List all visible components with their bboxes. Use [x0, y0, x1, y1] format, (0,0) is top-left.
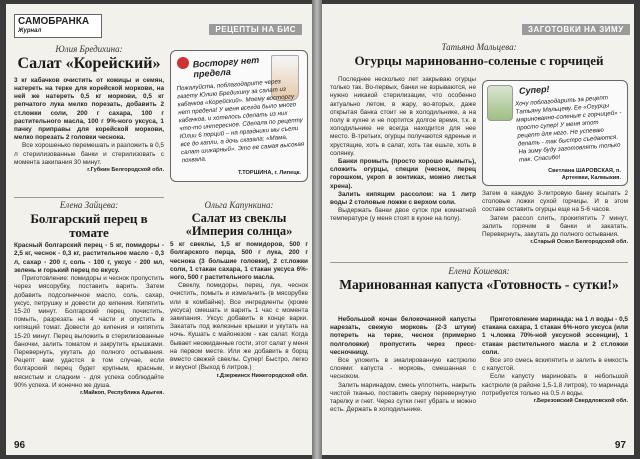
recipe-title: Болгарский перец в томате — [30, 211, 148, 240]
recipe-author: Елена Кошевая: — [448, 266, 510, 276]
pin-icon — [177, 57, 189, 69]
recipe-source: г.Старый Оскол Белгородской обл. — [530, 239, 628, 246]
recipe-text: Затем в каждую 3-литровую банку всыпать 2 столовые ложки сухой горчицы. И в этом составе оставить огурцы еще на 5-6 часов. — [482, 190, 628, 214]
recipe-title: Огурцы маринованно-соленые с горчицей — [354, 53, 604, 68]
recipe-text: Затем рассол слить, прокипятить 7 минут, залить горячим в банки и закатать. Перевернуть, закутать до полного остывания. — [482, 214, 628, 239]
recipe-cucumbers-header — [330, 42, 628, 71]
recipe-method: Приготовление: помидоры и чеснок пропустить через мясорубку, поставить варить. Затем добавить подсолнечное масло, соль, сахар, уксус, петрушку и довести до кипения. Кипятить 15-20 минут. Болгарский перец почистить, помыть, разрезать на 4 части и опустить в кипящий томат. Довести до кипения и кипятить 15-20 минут. Перец выложить в стерилизованные баночки, залить томатом и закрутить крышками. Перевернуть, укутать до полного остывания. Рецепт вам удастся в том случае, если болгарский перец будет крупным, красным, мясистым и сладким - для успеха соблюдайте 90% успеха. И конечно же душа. — [14, 275, 164, 389]
recipe-cucumbers-col2 — [482, 190, 628, 246]
recipe-source: г.Губкин Белгородской обл. — [87, 167, 164, 174]
recipe-beet-salad — [170, 200, 308, 380]
recipe-author: Юлия Бредихина: — [55, 44, 123, 54]
recipe-text: Небольшой кочан белокочанной капусты нарезать, свежую морковь (2-3 штуки) потереть на терке, чеснок (примерно полголовки) пропустить через пресс-чесночницу. — [330, 316, 476, 356]
letter-signature: Т.ТОРШИНА, г. Липецк. — [237, 170, 301, 176]
letter-heading: Супер! — [518, 83, 550, 97]
recipe-title: Маринованная капуста «Готовность - сутки!» — [339, 277, 619, 292]
section-label: ЗАГОТОВКИ НА ЗИМУ — [522, 24, 630, 35]
divider — [330, 262, 628, 263]
letter-text: Хочу поблагодарить за рецепт Татьяну Мальцеву. Ее «Огурцы маринованно-соленые с горчицей» - просто супер! У меня этот рецепт для него. Не успеваю делать - так быстро съедаются. На зиму буду заготовлять только так. Спасибо! — [514, 94, 622, 164]
section-label: РЕЦЕПТЫ НА БИС — [209, 24, 302, 35]
recipe-source: г.Майкоп, Республика Адыгея. — [80, 389, 164, 396]
reader-letter-box — [482, 80, 628, 186]
page-number: 97 — [614, 440, 626, 451]
logo-top: Журнал — [18, 28, 42, 34]
recipe-author: Татьяна Мальцева: — [441, 42, 517, 52]
letter-signature: Светлана ШАРОВСКАЯ, п. Артеевки, Калмыкия. — [548, 168, 621, 181]
recipe-ingredients: 5 кг свеклы, 1,5 кг помидоров, 500 г болгарского перца, 500 г лука, 200 г чеснока (3 большие головки), 2 ст.ложки соли, 1 стакан сахара, 1 стакан уксуса 6%-ного, 500 г растительного масла. — [170, 241, 308, 282]
recipe-text: Залить кипящим рассолом: на 1 литр воды 2 столовые ложки с верхом соли. — [330, 190, 476, 207]
recipe-text: Банки промыть (просто хорошо вымыть), сложить огурцы, специи (чеснок, перец горошком, укроп в зонтиках, можно листья хрена). — [330, 158, 476, 190]
recipe-text: Все это смесь вскипятить и залить в емкость с капустой. — [482, 357, 628, 373]
right-page — [322, 4, 634, 455]
recipe-korean-salad — [14, 44, 164, 174]
letter-text: Пожалуйста, поблагодарите через газету Юлию Бредихину за салат из кабачков «Корейский». Моему восторгу нет предела! У меня всегда было много кабачков, и хотелось сделать из них что-то интересное. Сделала по рецепту Юлии 6 порций – на праздники мы съели все до капли, а дочь сказала: «Мама, салат шикарный». Это ее самая высокая похвала. — [176, 78, 305, 165]
recipe-author: Ольга Капункина: — [204, 200, 274, 210]
recipe-source: г.Березовский Свердловской обл. — [533, 398, 628, 405]
recipe-author: Елена Зайцева: — [59, 200, 119, 210]
recipe-text: Все уложить в эмалированную кастрюлю слоями: капуста - морковь, смешанная с чесноком. — [330, 357, 476, 381]
logo-name: САМОБРАНКА — [18, 16, 90, 27]
recipe-ingredients: Красный болгарский перец - 5 кг, помидоры - 2,5 кг, чеснок - 0,3 кг, растительное масло - 0,3 л, сахар - 200 г, соль - 100 г, уксус - 200 мл, зелень и горький перец по вкусу. — [14, 242, 164, 274]
recipe-title: Салат из свеклы «Империя солнца» — [185, 211, 293, 239]
recipe-method: Все хорошенько перемешать и разложить в 0,5 л стерилизованные банки и стерилизовать с момента закипания 30 минут. — [14, 142, 164, 166]
book-gutter — [312, 0, 322, 459]
recipe-cabbage-col2 — [482, 316, 628, 405]
recipe-text: Последнее несколько лет закрываю огурцы только так. Во-первых, банки не взрываются, не нужно никакой стерилизации, что особенно актуально летом, в жару, во-вторых, даже открытая банка стоит не в холодильнике, а на полу в кухне и не портится долгое время, т.к. в холодильнике не всегда находится для нее место. В-третьих, огурцы получаются ядреные и хрустящие, хоть в салат, хоть так ешьте, хоть в солянку. — [330, 76, 476, 157]
divider — [14, 197, 164, 198]
recipe-pepper — [14, 200, 164, 397]
recipe-source: г.Дзержинск Нижегородской обл. — [216, 372, 308, 379]
recipe-title: Салат «Корейский» — [17, 55, 161, 72]
reader-letter-box — [170, 50, 308, 182]
recipe-text: Выдержать банки двое суток при комнатной температуре (у меня стоят в кухне на полу). — [330, 207, 476, 223]
recipe-text: Если капусту мариновать в небольшой кастрюле (в районе 1,5-1,8 литров), то маринада потребуется только на 0,5 л воды. — [482, 373, 628, 397]
magazine-logo — [14, 14, 102, 38]
recipe-cabbage-header — [330, 266, 628, 295]
recipe-text: Приготовление маринада: на 1 л воды - 0,5 стакана сахара, 1 стакан 6%-ного уксуса (или 1 ч.ложка 70%-ной уксусной эссенции), 1 стакан растительного масла и 2 ст.ложки соли. — [482, 316, 628, 356]
recipe-cucumbers-col1 — [330, 76, 476, 224]
letter-heading: Восторгу нет предела — [192, 54, 260, 80]
recipe-method: Свеклу, помидоры, перец, лук, чеснок очистить, помыть и измельчить (в мясорубке или в комбайне). Все ингредиенты (кроме уксуса) смешать и варить 1 час с момента закипания. Уксус добавить в конце варки. Закатать под железные крышки и укутать на ночь. Кушать с майонезом - как салат. Когда бывает неожиданные гости, этот салат у меня на первом месте. Или же добавить в борщ вместо свежей свеклы. Супер! Быстро, легко и вкусно! (Выход 6 литров.) — [170, 282, 308, 372]
recipe-text: Залить маринадом, смесь уплотнить, накрыть чистой тканью, поставить сверху перевернутую тарелку и гнет. Через сутки гнет убрать и можно есть. Держать в холодильнике. — [330, 381, 476, 414]
page-number: 96 — [14, 440, 26, 451]
jar-image — [487, 85, 513, 121]
recipe-cabbage-col1 — [330, 316, 476, 414]
left-page — [6, 4, 312, 455]
recipe-ingredients: 3 кг кабачков очистить от кожицы и семян, натереть на терке для корейской моркови, на ней же натереть 0,5 кг моркови, 0,5 кг репчатого лука мелко порезать, добавить 2 ст.ложки соли, 200 г сахара, 100 г растительного масла, 100 г 9%-ного уксуса, 1 пачку приправы для корейской моркови, мелко порезать 2 головки чеснока. — [14, 76, 164, 142]
